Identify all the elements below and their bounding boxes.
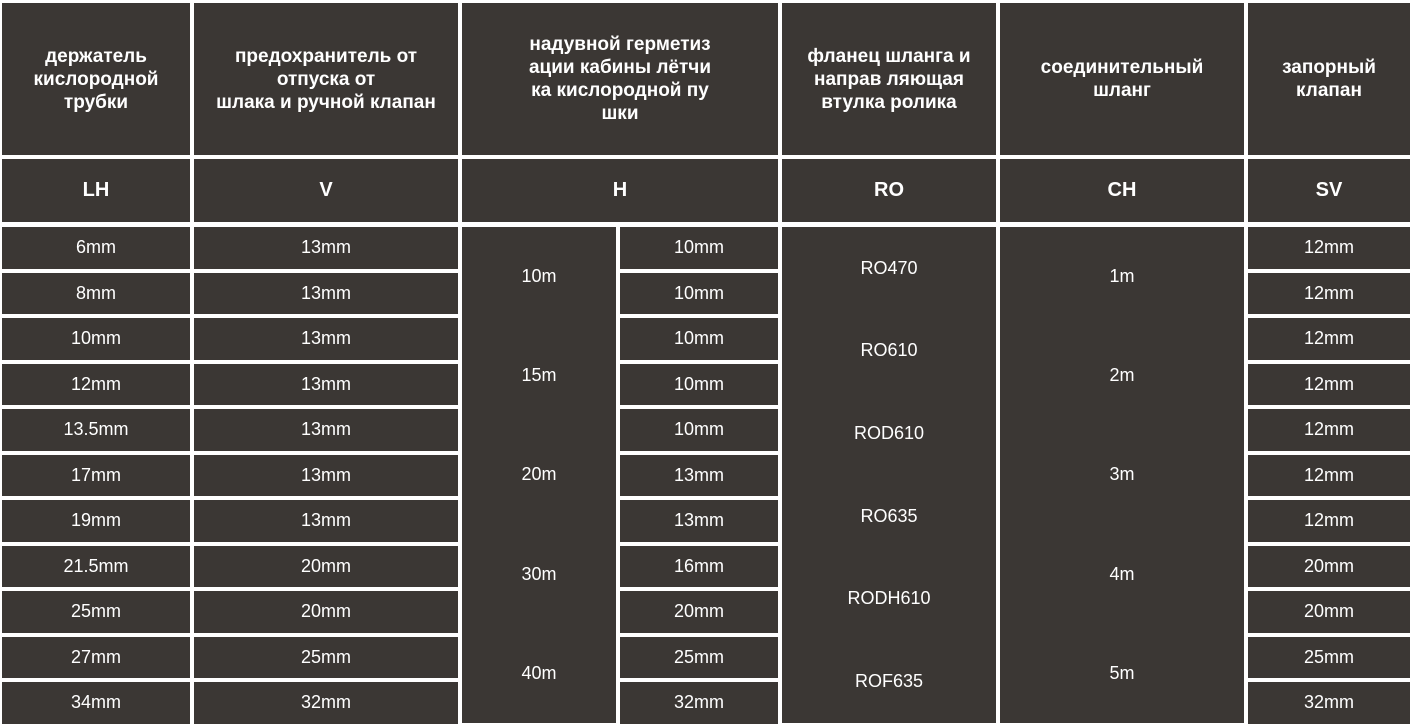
code-sv: SV: [1248, 159, 1410, 222]
cell-h-size: 10mm: [620, 409, 778, 451]
cell-sv: 12mm: [1248, 318, 1410, 360]
cell-lh: 25mm: [2, 591, 190, 633]
cell-h-size: 10mm: [620, 318, 778, 360]
cell-lh: 19mm: [2, 500, 190, 542]
cell-v: 25mm: [194, 637, 458, 679]
cell-ch: 2m: [1000, 326, 1244, 425]
cell-lh: 17mm: [2, 455, 190, 497]
cell-h-length: 30m: [462, 525, 616, 624]
cell-sv: 25mm: [1248, 637, 1410, 679]
code-h: H: [462, 159, 778, 222]
cell-sv: 20mm: [1248, 591, 1410, 633]
header-ch: соединительный шланг: [1000, 3, 1244, 155]
cell-v: 13mm: [194, 500, 458, 542]
cell-lh: 27mm: [2, 637, 190, 679]
cell-ch: 5m: [1000, 624, 1244, 723]
code-lh: LH: [2, 159, 190, 222]
cell-sv: 32mm: [1248, 682, 1410, 724]
cell-h-length: 20m: [462, 425, 616, 524]
header-lh: держатель кислородной трубки: [2, 3, 190, 155]
header-v: предохранитель от отпуска от шлака и ручной клапан: [194, 3, 458, 155]
cell-sv: 12mm: [1248, 500, 1410, 542]
cell-h-length: 15m: [462, 326, 616, 425]
header-sv: запорный клапан: [1248, 3, 1410, 155]
cell-lh: 8mm: [2, 273, 190, 315]
cell-v: 13mm: [194, 455, 458, 497]
code-ch: CH: [1000, 159, 1244, 222]
cell-sv: 12mm: [1248, 364, 1410, 406]
cell-h-length: 10m: [462, 227, 616, 326]
cell-sv: 12mm: [1248, 273, 1410, 315]
cell-lh: 13.5mm: [2, 409, 190, 451]
cell-h-length: 40m: [462, 624, 616, 723]
cell-v: 20mm: [194, 546, 458, 588]
cell-sv: 12mm: [1248, 227, 1410, 269]
cell-ro: RODH610: [782, 558, 996, 641]
cell-h-size: 13mm: [620, 455, 778, 497]
cell-lh: 34mm: [2, 682, 190, 724]
cell-v: 32mm: [194, 682, 458, 724]
cell-v: 13mm: [194, 409, 458, 451]
cell-ro: ROD610: [782, 392, 996, 475]
cell-lh: 6mm: [2, 227, 190, 269]
code-v: V: [194, 159, 458, 222]
cell-v: 20mm: [194, 591, 458, 633]
cell-ch: 4m: [1000, 525, 1244, 624]
cell-lh: 12mm: [2, 364, 190, 406]
cell-ro: RO610: [782, 310, 996, 393]
cell-v: 13mm: [194, 273, 458, 315]
cell-ro: RO470: [782, 227, 996, 310]
cell-h-size: 16mm: [620, 546, 778, 588]
cell-ro: ROF635: [782, 640, 996, 723]
cell-v: 13mm: [194, 318, 458, 360]
code-ro: RO: [782, 159, 996, 222]
cell-sv: 12mm: [1248, 409, 1410, 451]
cell-h-size: 20mm: [620, 591, 778, 633]
cell-h-size: 10mm: [620, 364, 778, 406]
header-ro: фланец шланга и направ ляющая втулка ролика: [782, 3, 996, 155]
cell-v: 13mm: [194, 227, 458, 269]
cell-lh: 21.5mm: [2, 546, 190, 588]
cell-h-size: 10mm: [620, 227, 778, 269]
cell-v: 13mm: [194, 364, 458, 406]
cell-h-size: 25mm: [620, 637, 778, 679]
cell-ro: RO635: [782, 475, 996, 558]
cell-ch: 3m: [1000, 425, 1244, 524]
cell-lh: 10mm: [2, 318, 190, 360]
header-h: надувной герметиз ации кабины лётчи ка кислородной пу шки: [462, 3, 778, 155]
cell-sv: 12mm: [1248, 455, 1410, 497]
cell-h-size: 32mm: [620, 682, 778, 724]
cell-sv: 20mm: [1248, 546, 1410, 588]
cell-ch: 1m: [1000, 227, 1244, 326]
cell-h-size: 13mm: [620, 500, 778, 542]
cell-h-size: 10mm: [620, 273, 778, 315]
